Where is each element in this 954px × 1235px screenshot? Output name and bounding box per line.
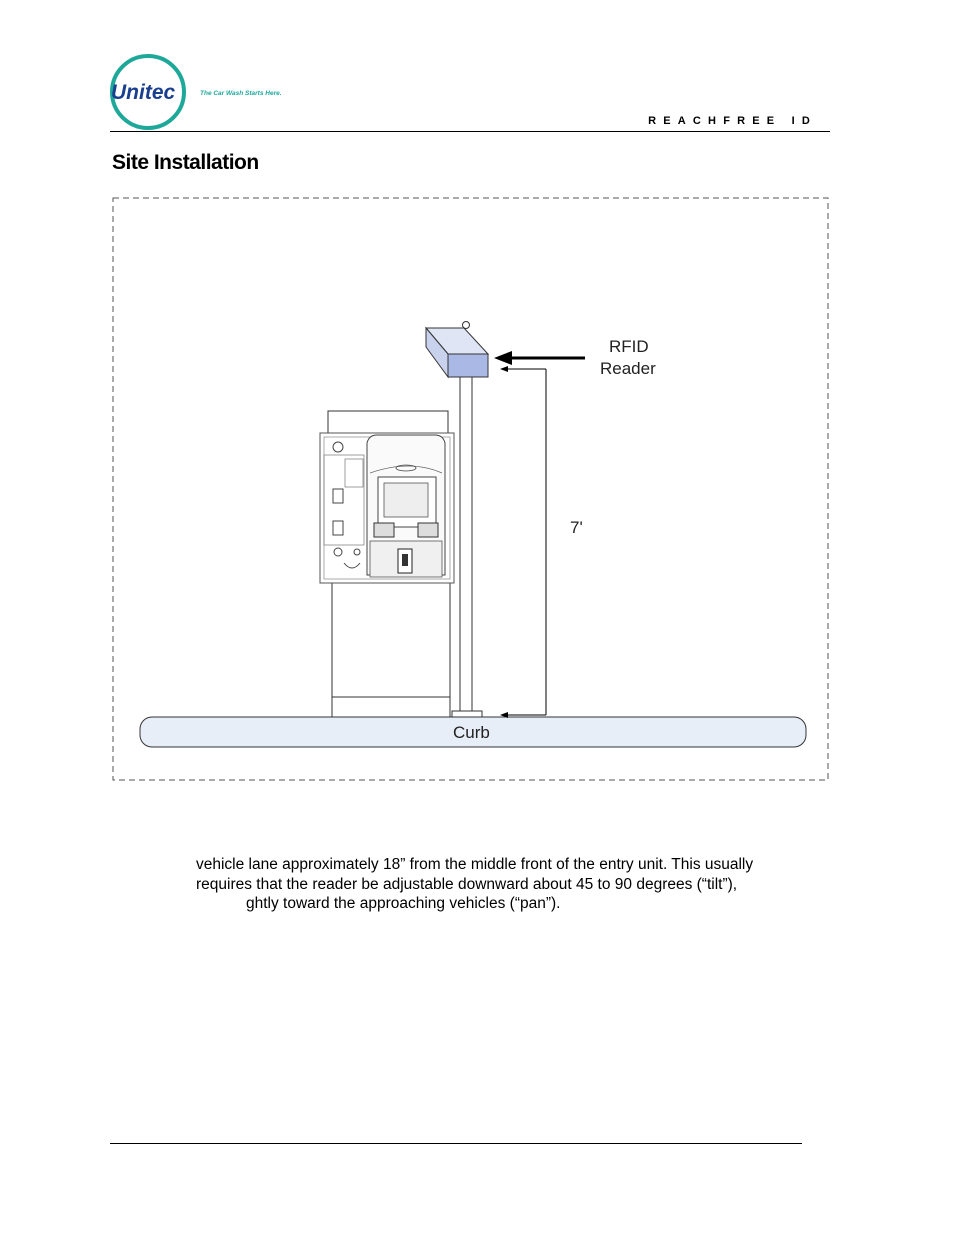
logo-text: Unitec [111,81,176,104]
dimension-arrow-top [500,366,508,372]
pole-base [452,711,482,717]
reader-label-line1: RFID [609,337,649,356]
entry-unit [320,411,454,583]
body-paragraph [196,855,753,914]
site-installation-diagram [112,197,829,781]
header-product-name: REACHFREE ID [648,115,817,127]
header-divider [110,131,830,132]
reader-pointer-arrowhead [494,351,512,365]
height-dimension-label: 7' [570,518,583,537]
rfid-reader-box [426,322,488,378]
unitec-logo [108,54,288,132]
logo-tagline: The Car Wash Starts Here. [200,90,282,97]
footer-divider [110,1143,802,1144]
body-line: vehicle lane approximately 18” from the middle front of the entry unit. This usually [196,856,754,873]
reader-label-line2: Reader [600,359,656,378]
reader-pole [460,373,472,713]
curb-label: Curb [453,723,490,742]
body-line: requires that the reader be adjustable downward about 45 to 90 degrees (“tilt”), [196,875,738,893]
section-title: Site Installation [112,151,259,174]
body-line: ghtly toward the approaching vehicles (“pan”). [246,895,561,912]
